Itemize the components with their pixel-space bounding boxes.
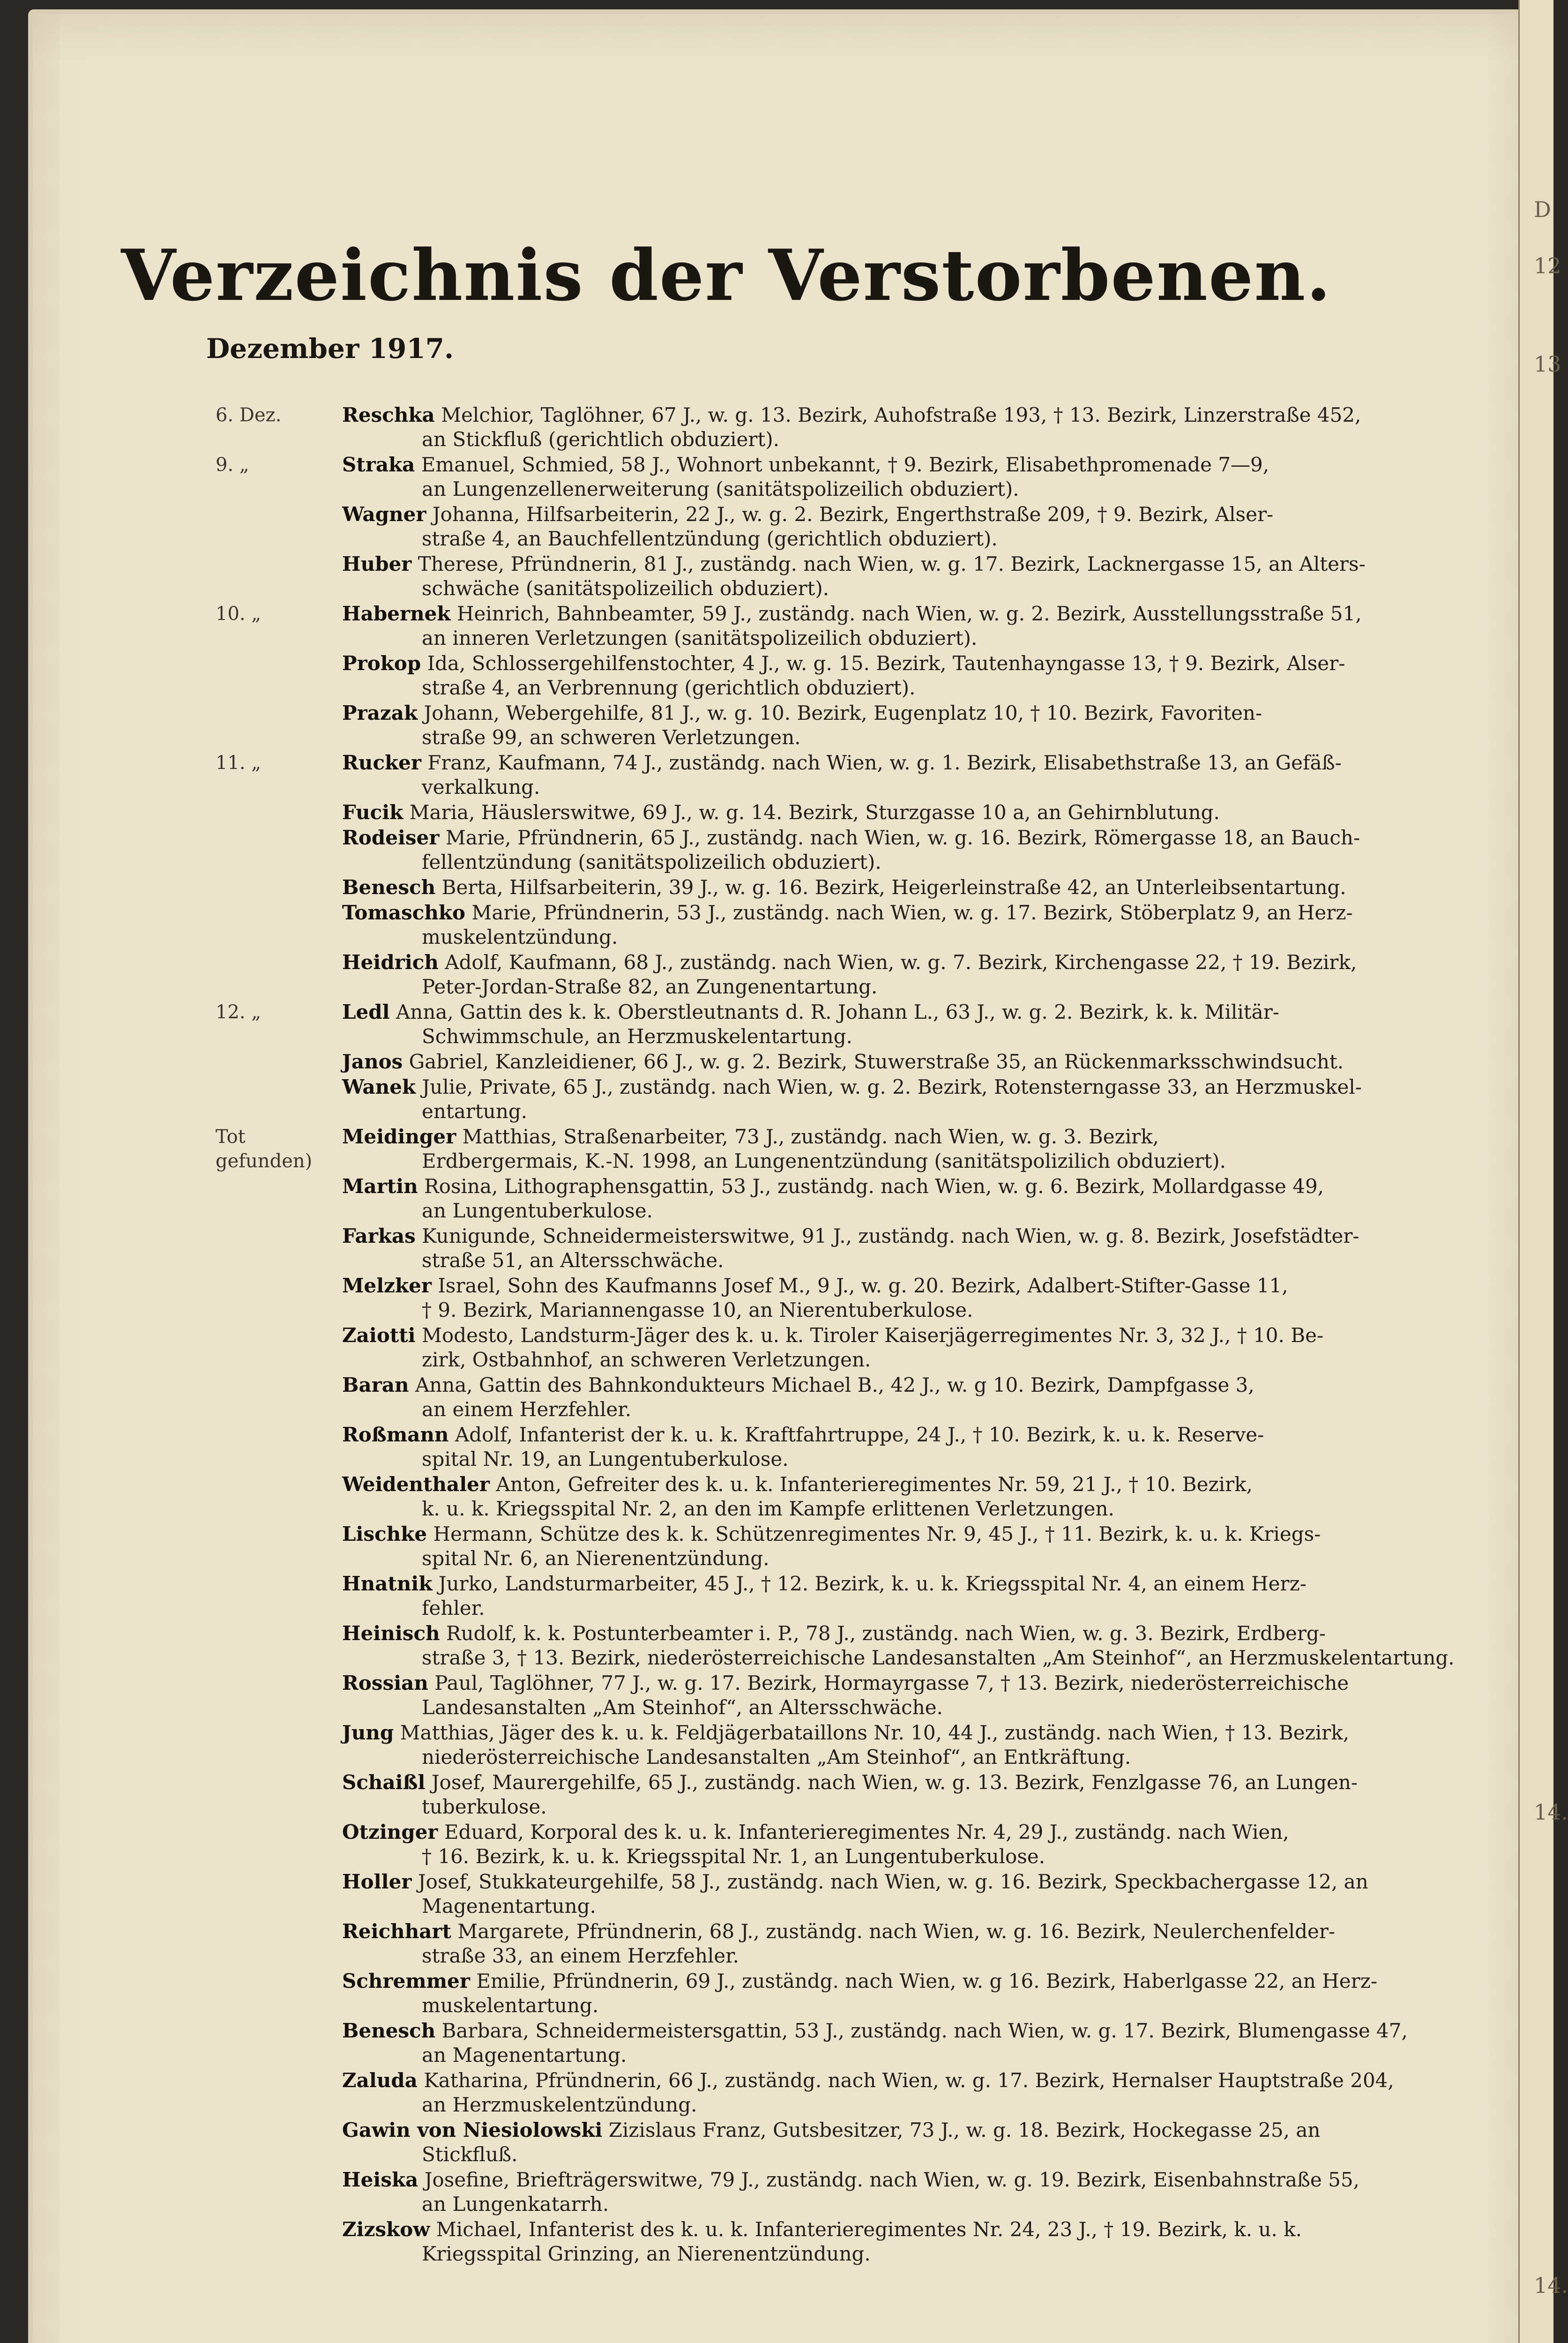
entry-text: Emanuel, Schmied, 58 J., Wohnort unbekannt, † 9. Bezirk, Elisabethpromenade 7—9, [421, 453, 1269, 476]
entry-text: Josef, Stukkateurgehilfe, 58 J., zuständg. nach Wien, w. g. 16. Bezirk, Speckbachergasse 12, an [418, 1870, 1368, 1893]
death-entry [187, 403, 1462, 452]
entry-body [342, 1323, 1462, 1372]
entry-date [187, 1820, 342, 1869]
entry-continuation: entartung. [422, 1100, 528, 1123]
death-entry [187, 602, 1462, 650]
entry-continuation: spital Nr. 6, an Nierenentzündung. [422, 1547, 769, 1570]
surname: Schremmer [342, 1970, 470, 1992]
entry-first-line [342, 2118, 1462, 2142]
entry-first-line [342, 1522, 1462, 1546]
entry-date [187, 2118, 342, 2167]
entry-first-line [342, 1125, 1462, 1149]
surname: Zaluda [342, 2069, 418, 2092]
entry-date [187, 651, 342, 700]
entry-first-line [342, 1621, 1462, 1646]
entry-body [342, 453, 1462, 501]
entry-first-line [342, 502, 1462, 527]
entry-date [187, 1075, 342, 1124]
death-entry [187, 1075, 1462, 1124]
entry-first-line [342, 453, 1462, 477]
entry-text: Julie, Private, 65 J., zuständg. nach Wien, w. g. 2. Bezirk, Rotensterngasse 33, an Herzmuskel- [422, 1075, 1362, 1098]
entry-text: Marie, Pfründnerin, 53 J., zuständg. nach Wien, w. g. 17. Bezirk, Stöberplatz 9, an Herz- [471, 901, 1353, 924]
entry-body [342, 950, 1462, 999]
entry-body [342, 1423, 1462, 1471]
entry-text: Anna, Gattin des k. k. Oberstleutnants d. R. Johann L., 63 J., w. g. 2. Bezirk, k. k. Militär- [396, 1000, 1279, 1023]
entry-date: 6. Dez. [216, 404, 282, 426]
entry-continuation: Erdbergermais, K.-N. 1998, an Lungenentzündung (sanitätspolizilich obduziert). [422, 1149, 1226, 1172]
entry-body [342, 1274, 1462, 1322]
entry-text: Maria, Häuslerswitwe, 69 J., w. g. 14. Bezirk, Sturzgasse 10 a, an Gehirnblutung. [409, 801, 1220, 824]
entry-text: Emilie, Pfründnerin, 69 J., zuständg. nach Wien, w. g 16. Bezirk, Haberlgasse 22, an Herz- [476, 1970, 1378, 1992]
death-entry [187, 1572, 1462, 1620]
death-entry [187, 1621, 1462, 1670]
entry-body [342, 2168, 1462, 2216]
surname: Fucik [342, 801, 403, 824]
entry-body [342, 2217, 1462, 2266]
surname: Holler [342, 1870, 412, 1893]
entry-first-line [342, 751, 1462, 775]
entry-text: Katharina, Pfründnerin, 66 J., zuständg. nach Wien, w. g. 17. Bezirk, Hernalser Hauptstraße 204, [424, 2069, 1394, 2092]
entry-date: 10. „ [216, 603, 261, 625]
entry-text: Rudolf, k. k. Postunterbeamter i. P., 78 J., zuständg. nach Wien, w. g. 3. Bezirk, Erdberg- [446, 1622, 1326, 1645]
entry-first-line [342, 1969, 1462, 1993]
entry-date: 9. „ [216, 454, 249, 476]
entry-body [342, 800, 1462, 825]
surname: Benesch [342, 2019, 436, 2042]
entry-date [187, 1224, 342, 1273]
surname: Heiska [342, 2168, 418, 2191]
death-entry [187, 1423, 1462, 1471]
death-entry [187, 502, 1462, 551]
surname: Huber [342, 552, 412, 575]
entry-body [342, 1373, 1462, 1422]
surname: Prazak [342, 701, 418, 724]
entry-body [342, 1969, 1462, 2018]
entry-text: Kunigunde, Schneidermeisterswitwe, 91 J., zuständg. nach Wien, w. g. 8. Bezirk, Josefstädter- [422, 1224, 1359, 1247]
entry-date [187, 1870, 342, 1918]
entry-date [187, 1423, 342, 1471]
entry-date [187, 800, 342, 825]
entry-continuation: Peter-Jordan-Straße 82, an Zungenentartung. [422, 975, 878, 998]
surname: Baran [342, 1373, 409, 1396]
entry-continuation: Kriegsspital Grinzing, an Nierenentzündung. [422, 2242, 871, 2265]
surname: Heinisch [342, 1622, 440, 1645]
facing-mark: 14. [1534, 1799, 1568, 1825]
entry-body [342, 1870, 1462, 1918]
death-entry [187, 1050, 1462, 1074]
entry-text: Franz, Kaufmann, 74 J., zuständg. nach Wien, w. g. 1. Bezirk, Elisabethstraße 13, an Gefäß- [427, 751, 1342, 774]
surname: Melzker [342, 1274, 432, 1297]
surname: Rossian [342, 1671, 428, 1694]
entry-continuation: niederösterreichische Landesanstalten „Am Steinhof“, an Entkräftung. [422, 1746, 1131, 1768]
entry-text: Margarete, Pfründnerin, 68 J., zuständg. nach Wien, w. g. 16. Bezirk, Neulerchenfelder- [457, 1920, 1336, 1943]
death-entry [187, 1373, 1462, 1422]
entry-date [187, 875, 342, 900]
entry-text: Barbara, Schneidermeistersgattin, 53 J., zuständg. nach Wien, w. g. 17. Bezirk, Blumengasse 47, [441, 2019, 1408, 2042]
entry-date [187, 1472, 342, 1521]
entry-text: Johanna, Hilfsarbeiterin, 22 J., w. g. 2. Bezirk, Engerthstraße 209, † 9. Bezirk, Alser- [432, 503, 1274, 526]
entry-continuation: muskelentartung. [422, 1994, 599, 2017]
entry-text: Marie, Pfründnerin, 65 J., zuständg. nach Wien, w. g. 16. Bezirk, Römergasse 18, an Bauch- [445, 826, 1360, 849]
entry-text: Ida, Schlossergehilfenstochter, 4 J., w. g. 15. Bezirk, Tautenhayngasse 13, † 9. Bezirk, Alser- [427, 652, 1345, 675]
surname: Habernek [342, 602, 451, 625]
surname: Wanek [342, 1075, 416, 1098]
surname: Tomaschko [342, 901, 465, 924]
death-entry [187, 651, 1462, 700]
entry-first-line [342, 1721, 1462, 1745]
surname: Martin [342, 1175, 418, 1198]
entry-date [187, 1522, 342, 1571]
death-entry [187, 875, 1462, 900]
entry-continuation: fellentzündung (sanitätspolizeilich obduziert). [422, 851, 881, 873]
death-entry [187, 1224, 1462, 1273]
entry-body [342, 602, 1462, 650]
death-entry [187, 2217, 1462, 2266]
entry-date [187, 826, 342, 874]
entry-body [342, 701, 1462, 750]
entry-body [342, 552, 1462, 601]
page-title: Verzeichnis der Verstorbenen. [121, 234, 1332, 317]
surname: Jung [342, 1721, 394, 1744]
entry-first-line [342, 1050, 1462, 1074]
entry-text: Jurko, Landsturmarbeiter, 45 J., † 12. Bezirk, k. u. k. Kriegsspital Nr. 4, an einem Herz- [438, 1572, 1307, 1595]
entry-date [187, 552, 342, 601]
entry-body [342, 826, 1462, 874]
surname: Prokop [342, 652, 421, 675]
surname: Ledl [342, 1000, 390, 1023]
facing-mark: D [1534, 197, 1551, 222]
entry-body [342, 2068, 1462, 2117]
entry-body [342, 1721, 1462, 1769]
entry-first-line [342, 602, 1462, 626]
entry-first-line [342, 2019, 1462, 2043]
entry-text: Heinrich, Bahnbeamter, 59 J., zuständg. nach Wien, w. g. 2. Bezirk, Ausstellungsstraße 51, [456, 602, 1362, 625]
entry-date [187, 2217, 342, 2266]
facing-mark: 12 [1534, 253, 1561, 278]
entry-continuation: an Herzmuskelentzündung. [422, 2093, 697, 2116]
entry-first-line [342, 1423, 1462, 1447]
entry-date [187, 1274, 342, 1322]
entry-body [342, 502, 1462, 551]
entry-first-line [342, 403, 1462, 427]
death-entry [187, 950, 1462, 999]
surname: Rucker [342, 751, 421, 774]
entry-date [187, 1770, 342, 1819]
entry-body [342, 403, 1462, 452]
entry-body [342, 1621, 1462, 1670]
entry-continuation: straße 4, an Bauchfellentzündung (gerichtlich obduziert). [422, 527, 998, 550]
death-entry [187, 2168, 1462, 2216]
entry-text: Melchior, Taglöhner, 67 J., w. g. 13. Bezirk, Auhofstraße 193, † 13. Bezirk, Linzerstraße 452, [441, 403, 1361, 426]
entry-first-line [342, 1870, 1462, 1894]
entry-body [342, 1125, 1462, 1173]
entry-text: Israel, Sohn des Kaufmanns Josef M., 9 J., w. g. 20. Bezirk, Adalbert-Stifter-Gasse 11, [438, 1274, 1288, 1297]
entry-date [187, 502, 342, 551]
death-entry [187, 1820, 1462, 1869]
entry-first-line [342, 1174, 1462, 1199]
entry-continuation: Stickfluß. [422, 2143, 518, 2166]
entry-continuation: an Lungenkatarrh. [422, 2193, 609, 2216]
entry-body [342, 1472, 1462, 1521]
death-entry [187, 1000, 1462, 1049]
surname: Heidrich [342, 951, 439, 974]
entry-text: Modesto, Landsturm-Jäger des k. u. k. Tiroler Kaiserjägerregimentes Nr. 3, 32 J., † 10. Be- [421, 1324, 1324, 1347]
entry-text: Berta, Hilfsarbeiterin, 39 J., w. g. 16. Bezirk, Heigerleinstraße 42, an Unterleibsentartung. [441, 876, 1346, 899]
entry-body [342, 1919, 1462, 1968]
surname: Meidinger [342, 1125, 456, 1148]
entry-date [187, 1050, 342, 1074]
entry-date [187, 2168, 342, 2216]
facing-mark: 14. [1534, 2273, 1568, 2298]
entry-date [187, 1373, 342, 1422]
entry-first-line [342, 2068, 1462, 2093]
entry-first-line [342, 2217, 1462, 2242]
entry-text: Zizislaus Franz, Gutsbesitzer, 73 J., w. g. 18. Bezirk, Hockegasse 25, an [608, 2119, 1321, 2142]
surname: Reichhart [342, 1920, 451, 1943]
entry-date [187, 2019, 342, 2067]
entry-date [187, 1969, 342, 2018]
entry-body [342, 875, 1462, 900]
entry-body [342, 1820, 1462, 1869]
surname: Rodeiser [342, 826, 440, 849]
surname: Hnatnik [342, 1572, 433, 1595]
entry-text: Rosina, Lithographensgattin, 53 J., zuständg. nach Wien, w. g. 6. Bezirk, Mollardgasse 49, [424, 1175, 1324, 1198]
entry-continuation: straße 51, an Altersschwäche. [422, 1249, 724, 1272]
entry-body [342, 1224, 1462, 1273]
entry-body [342, 1522, 1462, 1571]
entry-text: Josef, Maurergehilfe, 65 J., zuständg. nach Wien, w. g. 13. Bezirk, Fenzlgasse 76, an Lungen- [431, 1771, 1358, 1794]
entry-body [342, 901, 1462, 949]
entry-body [342, 2118, 1462, 2167]
document-page [33, 14, 1528, 2343]
entry-continuation: straße 3, † 13. Bezirk, niederösterreichische Landesanstalten „Am Steinhof“, an Herzmuskelentartung. [422, 1646, 1455, 1669]
entry-continuation: an Stickfluß (gerichtlich obduziert). [422, 428, 780, 451]
entry-text: Gabriel, Kanzleidiener, 66 J., w. g. 2. Bezirk, Stuwerstraße 35, an Rückenmarksschwindsucht. [409, 1050, 1344, 1073]
surname: Schaißl [342, 1771, 426, 1794]
entry-continuation: an Lungentuberkulose. [422, 1199, 653, 1222]
surname: Wagner [342, 503, 426, 526]
entry-continuation: straße 99, an schweren Verletzungen. [422, 726, 801, 749]
entry-date [187, 950, 342, 999]
entry-first-line [342, 950, 1462, 975]
entry-body [342, 751, 1462, 799]
death-entry [187, 701, 1462, 750]
death-entry [187, 826, 1462, 874]
death-entry [187, 1870, 1462, 1918]
entry-body [342, 651, 1462, 700]
death-entry [187, 901, 1462, 949]
death-entry [187, 1969, 1462, 2018]
surname: Zizskow [342, 2218, 430, 2241]
facing-mark: 13 [1534, 351, 1561, 377]
entry-date [187, 1572, 342, 1620]
surname: Lischke [342, 1522, 427, 1545]
entry-first-line [342, 1770, 1462, 1795]
death-entry [187, 1721, 1462, 1769]
entry-continuation: Schwimmschule, an Herzmuskelentartung. [422, 1025, 852, 1048]
entry-continuation: Landesanstalten „Am Steinhof“, an Altersschwäche. [422, 1696, 943, 1719]
entry-date [187, 901, 342, 949]
entry-first-line [342, 800, 1462, 825]
entry-date: 12. „ [216, 1001, 261, 1023]
entry-continuation: straße 33, an einem Herzfehler. [422, 1944, 739, 1967]
entry-date [187, 1174, 342, 1223]
surname: Reschka [342, 403, 435, 426]
death-entry [187, 552, 1462, 601]
entry-first-line [342, 552, 1462, 576]
facing-page-edge [1518, 0, 1568, 2343]
entry-continuation: verkalkung. [422, 776, 540, 798]
death-entry [187, 1274, 1462, 1322]
entry-date: Tot gefunden) [216, 1126, 313, 1172]
entry-continuation: spital Nr. 19, an Lungentuberkulose. [422, 1448, 789, 1470]
entry-date [187, 1721, 342, 1769]
entry-body [342, 1000, 1462, 1049]
entry-body [342, 1050, 1462, 1074]
surname: Roßmann [342, 1423, 449, 1446]
entry-date [187, 1919, 342, 1968]
entry-continuation: † 16. Bezirk, k. u. k. Kriegsspital Nr. 1, an Lungentuberkulose. [422, 1845, 1045, 1868]
entry-first-line [342, 1000, 1462, 1024]
entry-first-line [342, 1572, 1462, 1596]
entry-continuation: fehler. [422, 1597, 485, 1619]
entry-first-line [342, 1919, 1462, 1944]
entry-list [187, 403, 1462, 2267]
entry-body [342, 1770, 1462, 1819]
entry-body [342, 1671, 1462, 1720]
entry-text: Matthias, Straßenarbeiter, 73 J., zuständg. nach Wien, w. g. 3. Bezirk, [462, 1125, 1159, 1148]
entry-body [342, 1174, 1462, 1223]
death-entry [187, 751, 1462, 799]
entry-continuation: an Magenentartung. [422, 2044, 627, 2067]
entry-date [187, 1323, 342, 1372]
entry-first-line [342, 1472, 1462, 1497]
entry-date [187, 2068, 342, 2117]
surname: Zaiotti [342, 1324, 416, 1347]
entry-date [187, 701, 342, 750]
death-entry [187, 2068, 1462, 2117]
death-entry [187, 1125, 1462, 1173]
death-entry [187, 1770, 1462, 1819]
entry-continuation: Magenentartung. [422, 1895, 596, 1918]
entry-body [342, 1075, 1462, 1124]
entry-text: Josefine, Briefträgerswitwe, 79 J., zuständg. nach Wien, w. g. 19. Bezirk, Eisenbahnstraße 55, [424, 2168, 1359, 2191]
surname: Farkas [342, 1224, 416, 1247]
entry-first-line [342, 875, 1462, 900]
entry-text: Michael, Infanterist des k. u. k. Infanterieregimentes Nr. 24, 23 J., † 19. Bezirk, k. u. k. [436, 2218, 1302, 2241]
death-entry [187, 2118, 1462, 2167]
entry-first-line [342, 1323, 1462, 1348]
entry-first-line [342, 701, 1462, 725]
entry-text: Johann, Webergehilfe, 81 J., w. g. 10. Bezirk, Eugenplatz 10, † 10. Bezirk, Favoriten- [424, 701, 1262, 724]
entry-body [342, 1572, 1462, 1620]
entry-text: Adolf, Kaufmann, 68 J., zuständg. nach Wien, w. g. 7. Bezirk, Kirchengasse 22, † 19. Bezirk, [445, 951, 1357, 974]
entry-continuation: schwäche (sanitätspolizeilich obduziert). [422, 577, 829, 600]
entry-text: Eduard, Korporal des k. u. k. Infanterieregimentes Nr. 4, 29 J., zuständg. nach Wien, [444, 1821, 1289, 1843]
entry-text: Therese, Pfründnerin, 81 J., zuständg. nach Wien, w. g. 17. Bezirk, Lacknergasse 15, an Alters- [418, 552, 1366, 575]
month-heading: Dezember 1917. [206, 333, 454, 365]
surname: Benesch [342, 876, 436, 899]
entry-text: Matthias, Jäger des k. u. k. Feldjägerbataillons Nr. 10, 44 J., zuständg. nach Wien, † 13. Bezirk, [400, 1721, 1350, 1744]
death-entry [187, 1919, 1462, 1968]
surname: Otzinger [342, 1821, 438, 1843]
entry-first-line [342, 901, 1462, 925]
entry-text: Paul, Taglöhner, 77 J., w. g. 17. Bezirk, Hormayrgasse 7, † 13. Bezirk, niederösterreichische [434, 1671, 1349, 1694]
surname: Weidenthaler [342, 1473, 490, 1496]
entry-first-line [342, 1075, 1462, 1099]
entry-first-line [342, 2168, 1462, 2192]
entry-continuation: muskelentzündung. [422, 925, 618, 948]
entry-continuation: zirk, Ostbahnhof, an schweren Verletzungen. [422, 1348, 871, 1371]
death-entry [187, 800, 1462, 825]
entry-text: Adolf, Infanterist der k. u. k. Kraftfahrtruppe, 24 J., † 10. Bezirk, k. u. k. Reserve- [455, 1423, 1264, 1446]
entry-text: Anna, Gattin des Bahnkondukteurs Michael B., 42 J., w. g 10. Bezirk, Dampfgasse 3, [415, 1373, 1254, 1396]
entry-date: 11. „ [216, 752, 261, 774]
entry-continuation: k. u. k. Kriegsspital Nr. 2, an den im Kampfe erlittenen Verletzungen. [422, 1497, 1114, 1520]
death-entry [187, 1671, 1462, 1720]
entry-body [342, 2019, 1462, 2067]
death-entry [187, 2019, 1462, 2067]
entry-date [187, 1621, 342, 1670]
surname: Janos [342, 1050, 403, 1073]
death-entry [187, 1522, 1462, 1571]
entry-continuation: straße 4, an Verbrennung (gerichtlich obduziert). [422, 676, 916, 699]
death-entry [187, 453, 1462, 501]
surname: Gawin von Niesiolowski [342, 2119, 603, 2142]
entry-continuation: tuberkulose. [422, 1795, 547, 1818]
entry-continuation: an Lungenzellenerweiterung (sanitätspolizeilich obduziert). [422, 478, 1019, 500]
entry-continuation: an inneren Verletzungen (sanitätspolizeilich obduziert). [422, 627, 978, 649]
entry-first-line [342, 1224, 1462, 1248]
entry-first-line [342, 1274, 1462, 1298]
surname: Straka [342, 453, 415, 476]
entry-continuation: † 9. Bezirk, Mariannengasse 10, an Nierentuberkulose. [422, 1298, 973, 1321]
entry-continuation: an einem Herzfehler. [422, 1398, 632, 1421]
entry-first-line [342, 1373, 1462, 1397]
death-entry [187, 1472, 1462, 1521]
death-entry [187, 1174, 1462, 1223]
entry-text: Hermann, Schütze des k. k. Schützenregimentes Nr. 9, 45 J., † 11. Bezirk, k. u. k. Kriegs- [433, 1522, 1321, 1545]
entry-first-line [342, 1820, 1462, 1844]
entry-first-line [342, 826, 1462, 850]
entry-text: Anton, Gefreiter des k. u. k. Infanterieregimentes Nr. 59, 21 J., † 10. Bezirk, [496, 1473, 1253, 1496]
entry-first-line [342, 651, 1462, 676]
death-entry [187, 1323, 1462, 1372]
entry-date [187, 1671, 342, 1720]
entry-first-line [342, 1671, 1462, 1695]
